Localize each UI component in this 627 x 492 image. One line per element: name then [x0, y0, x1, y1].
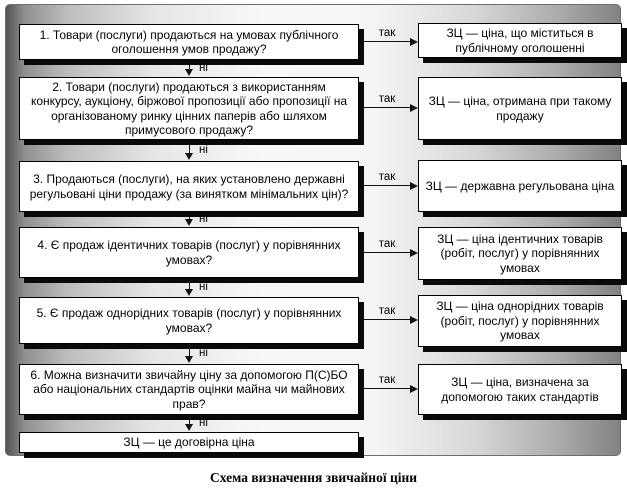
arrow-head-right-icon: [410, 104, 418, 112]
result-text: ЗЦ — державна регульована ціна: [425, 178, 615, 193]
yes-label: так: [378, 171, 396, 183]
arrow-line: [364, 319, 412, 320]
result-text: ЗЦ — ціна, що міститься в публічному оголошенні: [446, 26, 594, 55]
question-text: 1. Товари (послуги) продаються на умовах публічного оголошення умов продажу?: [39, 27, 339, 56]
question-text: 5. Є продаж однорідних товарів (послуг) у порівнянних умовах?: [36, 306, 342, 335]
result-box-5: [418, 295, 622, 347]
result-text: ЗЦ — ціна ідентичних товарів (робіт, послуг) у порівнянних умовах: [437, 231, 603, 275]
arrow-head-right-icon: [410, 182, 418, 190]
arrow-head-down-icon: [185, 356, 193, 363]
result-text: ЗЦ — ціна однорідних товарів (робіт, послуг) у порівнянних умовах: [436, 299, 604, 343]
arrow-head-down-icon: [185, 289, 193, 296]
question-text: 2. Товари (послуги) продаються з використанням конкурсу, аукціону, біржової пропозиції або пропозиції на організованому ринку цінних паперів або шляхом примусового продажу?: [30, 79, 348, 137]
yes-label: так: [378, 93, 396, 105]
no-label: ні: [199, 416, 208, 429]
no-label: ні: [199, 61, 208, 74]
arrow-head-down-icon: [185, 219, 193, 226]
arrow-head-down-icon: [185, 424, 193, 431]
yes-label: так: [378, 27, 396, 39]
question-box-3: [19, 161, 359, 212]
final-answer-text: ЗЦ — це договірна ціна: [123, 435, 255, 450]
question-text: 4. Є продаж ідентичних товарів (послуг) у порівнянних умовах?: [37, 238, 341, 267]
arrow-line: [364, 41, 412, 42]
result-text: ЗЦ — ціна, отримана при такому продажу: [428, 94, 612, 123]
result-box-2: [418, 77, 622, 140]
no-label: ні: [199, 212, 208, 225]
diagram-caption: Схема визначення звичайної ціни: [209, 470, 418, 485]
arrow-head-down-icon: [185, 153, 193, 160]
flowchart-panel: [5, 4, 621, 456]
question-box-1: [19, 24, 359, 60]
no-label: ні: [199, 280, 208, 293]
result-box-1: [418, 23, 622, 58]
result-box-3: [418, 160, 622, 212]
yes-label: так: [378, 374, 396, 386]
question-box-2: [19, 77, 359, 140]
question-text: 3. Продаються (послуги), на яких установлено державні регульовані ціни продажу (за винятком мінімальних цін)?: [29, 172, 349, 201]
arrow-line: [364, 252, 412, 253]
result-text: ЗЦ — ціна, визначена за допомогою таких стандартів: [441, 375, 599, 404]
yes-label: так: [378, 238, 396, 250]
arrow-head-right-icon: [410, 38, 418, 46]
result-box-6: [418, 364, 622, 415]
no-label: ні: [199, 347, 208, 360]
question-text: 6. Можна визначити звичайну ціну за допомогою П(С)БО або національних стандартів оцінки майна чи майнових прав?: [30, 367, 348, 411]
no-label: ні: [199, 143, 208, 156]
question-box-4: [19, 227, 359, 278]
arrow-line: [364, 107, 412, 108]
arrow-head-down-icon: [185, 69, 193, 76]
question-box-5: [19, 297, 359, 344]
arrow-head-right-icon: [410, 316, 418, 324]
question-box-6: [19, 364, 359, 415]
arrow-line: [364, 388, 412, 389]
arrow-head-right-icon: [410, 385, 418, 393]
yes-label: так: [378, 305, 396, 317]
final-answer-box: [19, 432, 359, 453]
arrow-head-right-icon: [410, 249, 418, 257]
result-box-4: [418, 227, 622, 280]
arrow-line: [364, 185, 412, 186]
